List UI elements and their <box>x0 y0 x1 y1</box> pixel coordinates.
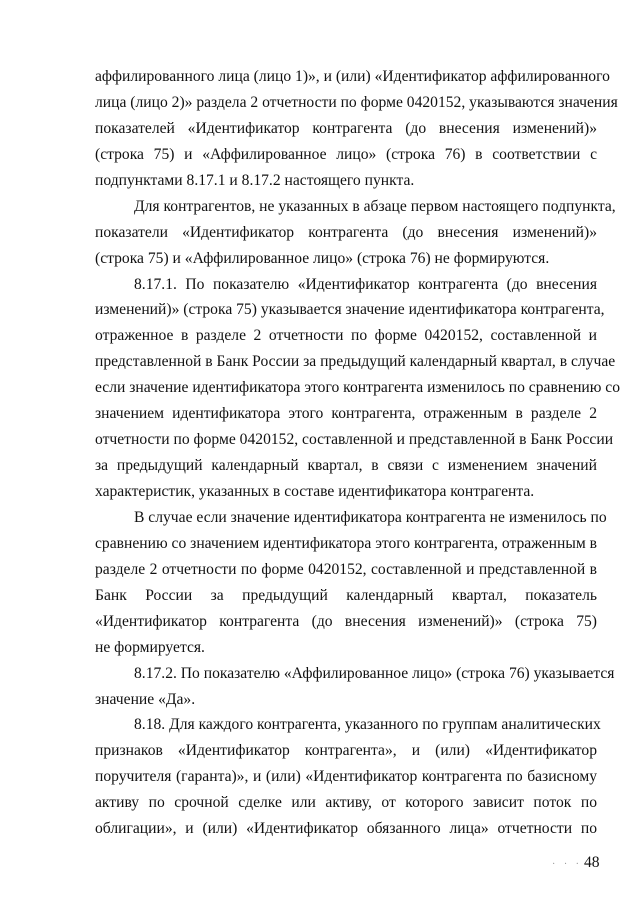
text-line: облигации», и (или) «Идентификатор обязанного лица» отчетности по <box>95 820 597 838</box>
page-number-value: 48 <box>584 854 600 871</box>
text-line: лица (лицо 2)» раздела 2 отчетности по форме 0420152, указываются значения <box>95 93 618 111</box>
text-line: 8.17.2. По показателю «Аффилированное лицо» (строка 76) указывается <box>134 664 615 682</box>
page-number-dots: · · · <box>552 859 582 870</box>
text-line: Для контрагентов, не указанных в абзаце первом настоящего подпункта, <box>134 197 616 215</box>
text-line: значением идентификатора этого контрагента, отраженным в разделе 2 <box>95 405 597 423</box>
paragraph <box>95 661 615 713</box>
text-line: представленной в Банк России за предыдущий календарный квартал, в случае <box>95 353 616 371</box>
text-line: если значение идентификатора этого контрагента изменилось по сравнению со <box>95 379 621 397</box>
text-line: активу по срочной сделке или активу, от которого зависит поток по <box>95 794 597 812</box>
text-line: подпунктами 8.17.1 и 8.17.2 настоящего пункта. <box>95 171 415 189</box>
text-line: отчетности по форме 0420152, составленной и представленной в Банк России <box>95 431 614 449</box>
text-line: отраженное в разделе 2 отчетности по форме 0420152, составленной и <box>95 327 597 345</box>
text-line: поручителя (гаранта)», и (или) «Идентификатор контрагента по базисному <box>95 768 597 786</box>
paragraph <box>95 712 601 842</box>
text-line: признаков «Идентификатор контрагента», и (или) «Идентификатор <box>95 742 597 760</box>
text-line: разделе 2 отчетности по форме 0420152, составленной и представленной в <box>95 560 597 578</box>
text-line: показателей «Идентификатор контрагента (до внесения изменений)» <box>95 119 597 137</box>
text-line: 8.17.1. По показателю «Идентификатор контрагента (до внесения <box>134 275 597 293</box>
document-body <box>95 64 621 842</box>
text-line: показатели «Идентификатор контрагента (до внесения изменений)» <box>95 223 597 241</box>
paragraph <box>95 64 618 194</box>
text-line: значение «Да». <box>95 690 196 708</box>
text-line: аффилированного лица (лицо 1)», и (или) «Идентификатор аффилированного <box>95 68 610 85</box>
paragraph <box>95 194 616 272</box>
page-number <box>552 854 600 872</box>
text-line: за предыдущий календарный квартал, в связи с изменением значений <box>95 457 597 475</box>
paragraph <box>95 505 607 661</box>
text-line: (строка 75) и «Аффилированное лицо» (строка 76) не формируются. <box>95 249 550 267</box>
text-line: (строка 75) и «Аффилированное лицо» (строка 76) в соответствии с <box>95 145 597 163</box>
text-line: не формируется. <box>95 638 205 656</box>
text-line: характеристик, указанных в составе идентификатора контрагента. <box>95 483 535 500</box>
text-line: 8.18. Для каждого контрагента, указанного по группам аналитических <box>134 716 601 734</box>
text-line: изменений)» (строка 75) указывается значение идентификатора контрагента, <box>95 301 605 319</box>
text-line: «Идентификатор контрагента (до внесения изменений)» (строка 75) <box>95 612 597 630</box>
text-line: Банк России за предыдущий календарный квартал, показатель <box>95 586 597 604</box>
paragraph <box>95 272 621 505</box>
text-line: В случае если значение идентификатора контрагента не изменилось по <box>134 508 607 526</box>
text-line: сравнению со значением идентификатора этого контрагента, отраженным в <box>95 534 597 552</box>
